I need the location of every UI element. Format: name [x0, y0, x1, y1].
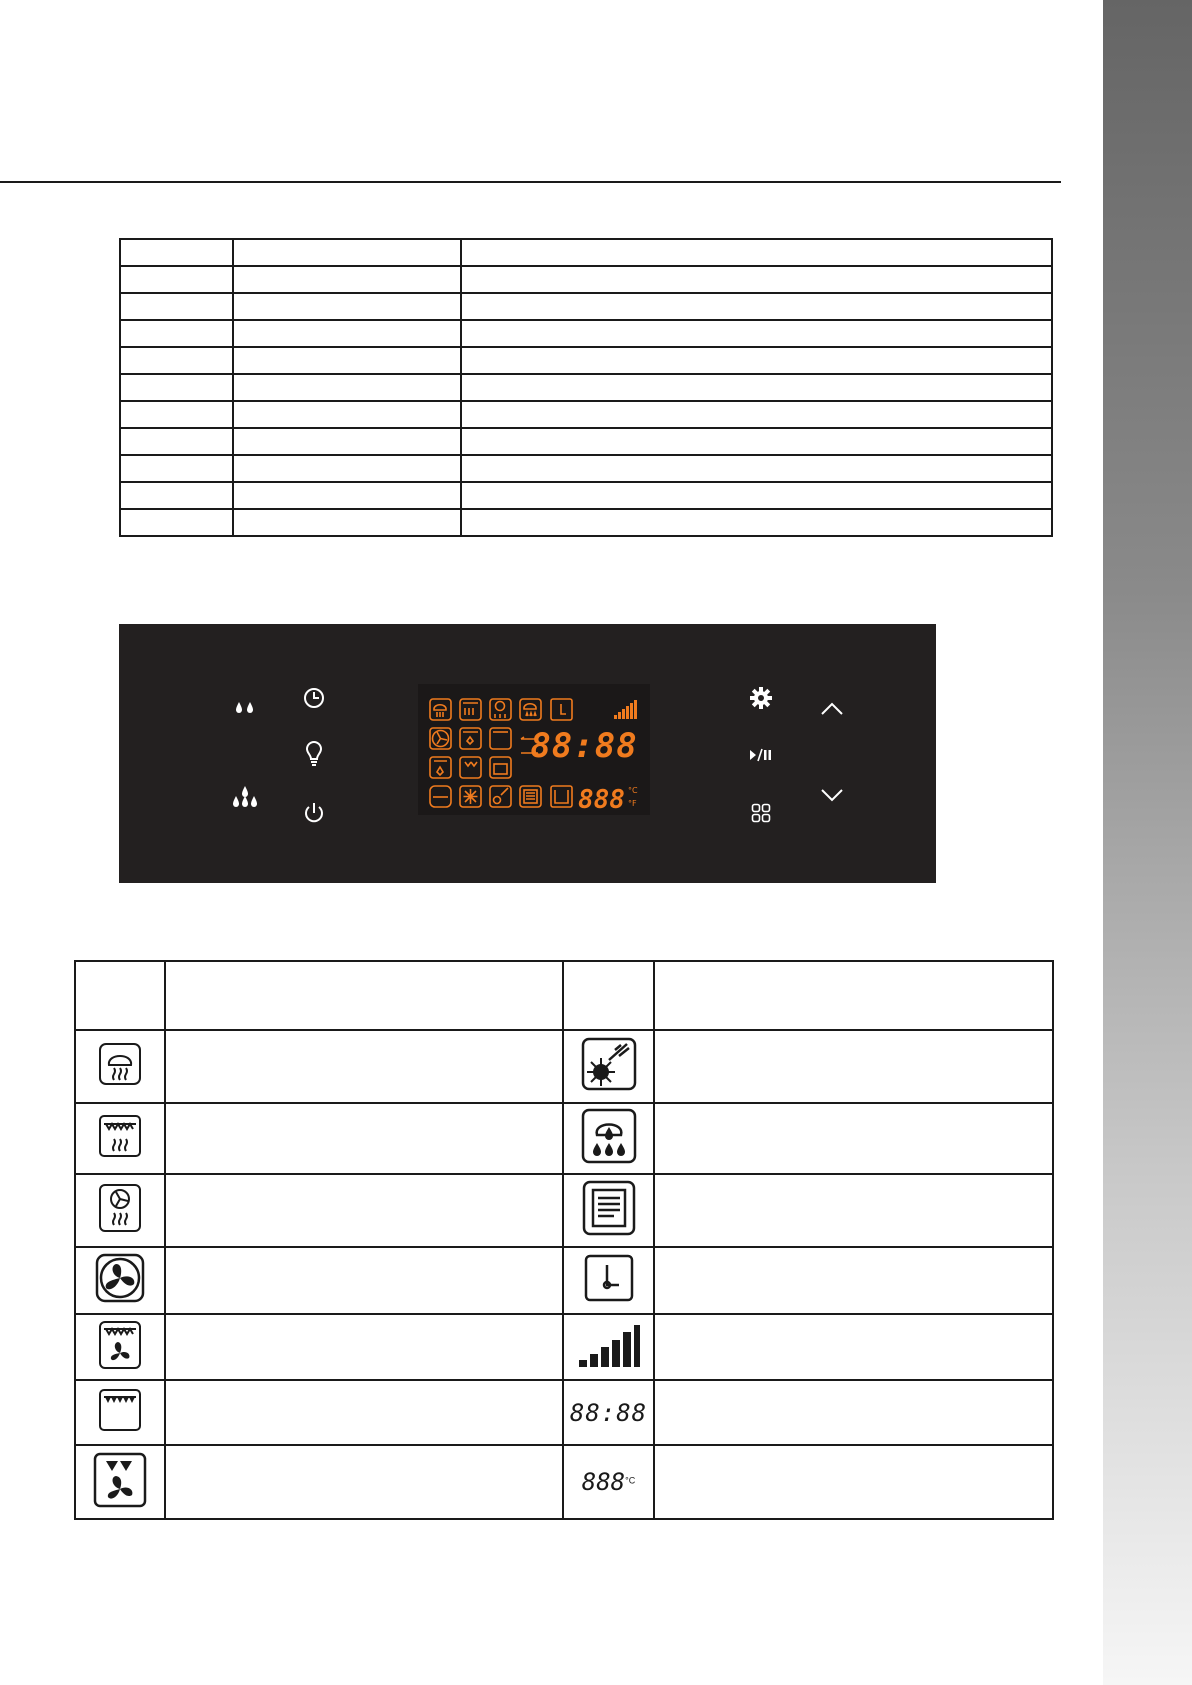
- description-cell: [165, 1314, 563, 1380]
- control-panel: [119, 624, 936, 883]
- clock-icon: [302, 686, 326, 710]
- table-row: [120, 266, 1052, 293]
- table-cell: [120, 293, 233, 320]
- table-cell: [233, 428, 461, 455]
- icon-cell: [563, 1030, 654, 1103]
- table-row: [75, 1445, 1053, 1519]
- arrow-up-icon: [820, 701, 844, 717]
- temperature-unit: °C: [625, 1475, 636, 1486]
- fan-icon: [430, 728, 451, 749]
- icon-cell: [563, 1445, 654, 1519]
- arrow-up-button[interactable]: [820, 701, 844, 717]
- icon-cell: [75, 1445, 165, 1519]
- table-row: [75, 1103, 1053, 1174]
- header-rule: [0, 181, 1061, 183]
- table-row: [120, 239, 1052, 266]
- arrow-down-button[interactable]: [820, 787, 844, 803]
- icon-cell: [563, 1174, 654, 1247]
- fan-top-heat-icon: [430, 757, 451, 778]
- table-cell: [233, 482, 461, 509]
- icon-cell: [75, 1030, 165, 1103]
- table-row: [120, 374, 1052, 401]
- gear-icon: [750, 687, 772, 709]
- defrost-icon: [460, 786, 481, 807]
- table-cell: [461, 455, 1052, 482]
- steam-high-icon: [231, 785, 259, 809]
- fan-top-heat-icon: [92, 1451, 148, 1509]
- description-cell: [165, 1030, 563, 1103]
- table-cell: [233, 455, 461, 482]
- icon-cell: [75, 1174, 165, 1247]
- table-cell: [120, 509, 233, 536]
- description-cell: [654, 1314, 1053, 1380]
- table-cell: [120, 455, 233, 482]
- table-cell: [461, 401, 1052, 428]
- icon-cell: [563, 1380, 654, 1445]
- steam-low-button[interactable]: [233, 700, 257, 716]
- description-cell: [654, 1174, 1053, 1247]
- icon-cell: [563, 1314, 654, 1380]
- table-cell: [120, 428, 233, 455]
- description-cell: [654, 1445, 1053, 1519]
- steam-high-button[interactable]: [231, 785, 259, 809]
- description-cell: [654, 1247, 1053, 1314]
- clock-button[interactable]: [302, 686, 326, 710]
- table-cell: [233, 509, 461, 536]
- description-cell: [654, 1030, 1053, 1103]
- table-row: [75, 1174, 1053, 1247]
- clock-digits: 88:88: [530, 726, 638, 766]
- table-row: [75, 1247, 1053, 1314]
- light-bulb-icon: [304, 740, 324, 768]
- fan-bottom-heat-icon: [490, 699, 511, 720]
- fan-icon: [94, 1252, 146, 1304]
- table-cell: [233, 266, 461, 293]
- table-cell: [233, 320, 461, 347]
- description-cell: [165, 1103, 563, 1174]
- menu-grid-icon: [751, 803, 771, 823]
- table-cell: [461, 320, 1052, 347]
- grill-icon: [490, 786, 511, 807]
- table-row: [120, 401, 1052, 428]
- table-row: [120, 482, 1052, 509]
- side-tab: [1103, 0, 1192, 1685]
- table-cell: [461, 347, 1052, 374]
- table-cell: [120, 320, 233, 347]
- table-cell: [120, 374, 233, 401]
- power-icon: [302, 801, 326, 825]
- steam-drops-icon: [579, 1107, 639, 1165]
- table-cell: [461, 266, 1052, 293]
- icon-cell: [75, 1247, 165, 1314]
- header-cell: [563, 961, 654, 1030]
- probe-icon: [551, 699, 572, 720]
- table-row: [120, 509, 1052, 536]
- power-button[interactable]: [302, 801, 326, 825]
- table-cell: [461, 239, 1052, 266]
- table-row: [120, 455, 1052, 482]
- unit-celsius: °C: [628, 786, 638, 795]
- table-cell: [461, 428, 1052, 455]
- table-cell: [120, 266, 233, 293]
- recipe-list-icon: [580, 1179, 638, 1237]
- steam-heat-icon: [96, 1041, 144, 1087]
- play-pause-icon: [749, 747, 773, 763]
- clock-display: 88:88: [569, 1398, 648, 1427]
- icon-cell: [75, 1314, 165, 1380]
- light-button[interactable]: [304, 740, 324, 768]
- top-heat-fan-icon: [460, 728, 481, 749]
- description-cell: [165, 1247, 563, 1314]
- table-cell: [233, 374, 461, 401]
- icon-legend-table: [74, 960, 1054, 1520]
- description-cell: [165, 1445, 563, 1519]
- top-heat-icon: [96, 1387, 144, 1433]
- top-bottom-heat-icon: [96, 1113, 144, 1159]
- legend-header-row: [75, 961, 1053, 1030]
- icon-cell: [75, 1103, 165, 1174]
- table-cell: [233, 347, 461, 374]
- signal-bars-icon: [614, 700, 637, 719]
- icon-cell: [75, 1380, 165, 1445]
- description-cell: [654, 1380, 1053, 1445]
- steam-drops-icon: [520, 699, 541, 720]
- table-row: [75, 1030, 1053, 1103]
- table-cell: [120, 401, 233, 428]
- header-cell: [165, 961, 563, 1030]
- table-cell: [120, 239, 233, 266]
- table-cell: [233, 293, 461, 320]
- grill-sun-icon: [579, 1036, 639, 1092]
- table-row: [120, 347, 1052, 374]
- steam-low-icon: [233, 700, 257, 716]
- steam-heat-icon: [430, 699, 451, 720]
- table-row: [75, 1380, 1053, 1445]
- oven-icon: [490, 757, 511, 778]
- cavity-icon: [551, 786, 572, 807]
- arrow-down-icon: [820, 787, 844, 803]
- table-cell: [461, 374, 1052, 401]
- temperature-display: 888: [581, 1468, 626, 1496]
- top-heat-fan-icon: [96, 1319, 144, 1371]
- function-table: [119, 238, 1053, 537]
- signal-bars-icon: [577, 1322, 641, 1368]
- icon-cell: [563, 1247, 654, 1314]
- table-row: [120, 293, 1052, 320]
- top-bottom-heat-icon: [460, 699, 481, 720]
- start-pause-button[interactable]: [749, 747, 773, 763]
- table-cell: [233, 239, 461, 266]
- top-heat-icon: [490, 728, 511, 749]
- keep-warm-icon: [430, 786, 451, 807]
- table-cell: [233, 401, 461, 428]
- probe-icon: [583, 1253, 635, 1303]
- header-cell: [75, 961, 165, 1030]
- temperature-digits: 888: [578, 785, 625, 815]
- table-cell: [461, 293, 1052, 320]
- recipe-icon: [520, 786, 541, 807]
- table-cell: [120, 482, 233, 509]
- lcd-display: [418, 684, 650, 815]
- table-row: [75, 1314, 1053, 1380]
- header-cell: [654, 961, 1053, 1030]
- description-cell: [165, 1174, 563, 1247]
- icon-cell: [563, 1103, 654, 1174]
- table-row: [120, 428, 1052, 455]
- table-cell: [461, 482, 1052, 509]
- menu-button[interactable]: [751, 803, 771, 823]
- unit-fahrenheit: °F: [628, 799, 637, 808]
- table-cell: [461, 509, 1052, 536]
- settings-button[interactable]: [750, 687, 772, 709]
- description-cell: [654, 1103, 1053, 1174]
- description-cell: [165, 1380, 563, 1445]
- table-row: [120, 320, 1052, 347]
- table-cell: [120, 347, 233, 374]
- fan-bottom-heat-icon: [96, 1182, 144, 1234]
- bottom-heat-icon: [460, 757, 481, 778]
- lcd-graphics: [418, 684, 650, 815]
